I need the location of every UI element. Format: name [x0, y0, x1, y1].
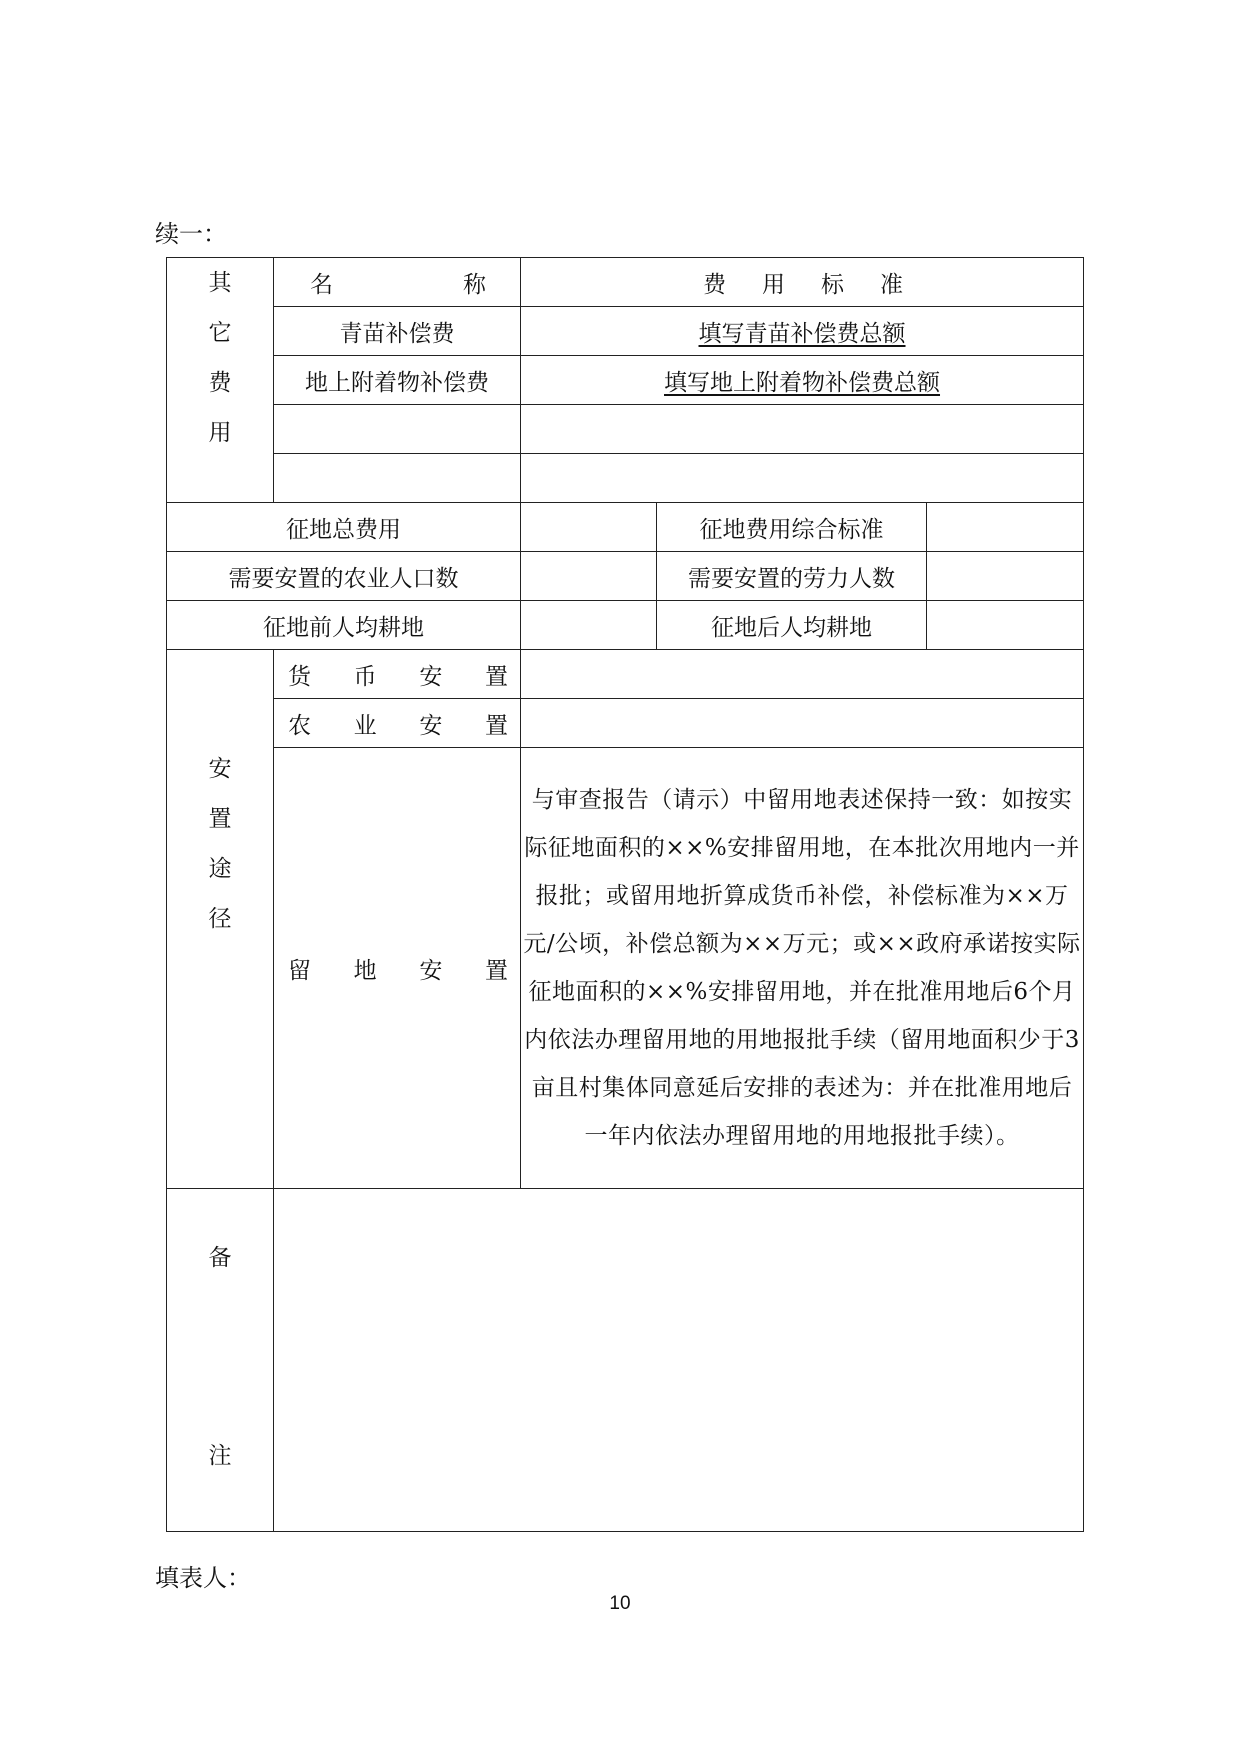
remarks-value[interactable] [274, 1189, 1084, 1532]
agri-resettlement-value[interactable] [521, 699, 1084, 748]
fee-name-cell: 青苗补偿费 [274, 307, 521, 356]
remarks-char-bottom: 注 [208, 1443, 232, 1469]
header-char: 名 [310, 271, 333, 298]
summary-row-farmland [167, 601, 1084, 650]
header-char: 用 [762, 271, 786, 298]
farmland-before-value[interactable] [521, 601, 657, 650]
label-char: 农 [288, 712, 311, 739]
resettlement-reserved-row [167, 748, 1084, 1189]
labor-count-value[interactable] [927, 552, 1084, 601]
fee-standard-cell[interactable] [521, 454, 1084, 503]
header-char: 标 [821, 271, 845, 298]
resettlement-agri-row [167, 699, 1084, 748]
side-char: 置 [208, 806, 232, 832]
label-char: 业 [353, 712, 377, 739]
label-char: 货 [288, 663, 311, 690]
side-char: 用 [208, 420, 232, 446]
side-char: 径 [208, 906, 232, 932]
side-char: 安 [208, 756, 232, 782]
agri-population-label: 需要安置的农业人口数 [167, 552, 521, 601]
label-char: 安 [419, 663, 443, 690]
other-fees-side-label [167, 258, 274, 503]
fee-row-blank [167, 454, 1084, 503]
label-char: 置 [484, 957, 508, 984]
farmland-after-label: 征地后人均耕地 [657, 601, 927, 650]
remarks-row [167, 1189, 1084, 1532]
continuation-label: 续一： [155, 220, 227, 248]
labor-count-label: 需要安置的劳力人数 [657, 552, 927, 601]
label-char: 地 [353, 957, 377, 984]
money-resettlement-label [274, 650, 521, 699]
composite-standard-value[interactable] [927, 503, 1084, 552]
fee-row-blank [167, 405, 1084, 454]
header-char: 准 [880, 271, 904, 298]
remarks-char-top: 备 [208, 1245, 232, 1271]
farmland-before-label: 征地前人均耕地 [167, 601, 521, 650]
label-char: 留 [288, 957, 311, 984]
fee-standard-text: 填写青苗补偿费总额 [698, 320, 906, 347]
resettlement-money-row [167, 650, 1084, 699]
col-header-name [274, 258, 521, 307]
summary-row-total-cost [167, 503, 1084, 552]
fee-name-cell: 地上附着物补偿费 [274, 356, 521, 405]
total-cost-value[interactable] [521, 503, 657, 552]
agri-resettlement-label [274, 699, 521, 748]
side-char: 它 [208, 320, 232, 346]
farmland-after-value[interactable] [927, 601, 1084, 650]
form-filler-label: 填表人： [155, 1564, 251, 1592]
col-header-standard [521, 258, 1084, 307]
money-resettlement-value[interactable] [521, 650, 1084, 699]
fee-name-cell[interactable] [274, 454, 521, 503]
total-cost-label: 征地总费用 [167, 503, 521, 552]
side-char: 途 [208, 856, 232, 882]
fee-standard-text: 填写地上附着物补偿费总额 [664, 369, 941, 396]
label-char: 安 [419, 957, 443, 984]
label-char: 安 [419, 712, 443, 739]
label-char: 币 [353, 663, 377, 690]
side-char: 费 [208, 370, 232, 396]
composite-standard-label: 征地费用综合标准 [657, 503, 927, 552]
label-char: 置 [484, 712, 508, 739]
other-fees-header-row [167, 258, 1084, 307]
header-char: 费 [703, 271, 727, 298]
reserved-land-label [274, 748, 521, 1189]
side-char: 其 [208, 270, 232, 296]
page-number: 10 [609, 1593, 631, 1614]
fee-name-cell[interactable] [274, 405, 521, 454]
summary-row-population [167, 552, 1084, 601]
resettlement-side-label [167, 650, 274, 1189]
label-char: 置 [484, 663, 508, 690]
land-expropriation-form-table [166, 257, 1084, 1532]
header-char: 称 [463, 271, 486, 298]
reserved-land-description[interactable]: 与审查报告（请示）中留用地表述保持一致：如按实际征地面积的××%安排留用地，在本批次用地内一并报批；或留用地折算成货币补偿，补偿标准为××万元/公顷，补偿总额为××万元；或××政府承诺按实际征地面积的××%安排留用地，并在批准用地后6个月内依法办理留用地的用地报批手续（留用地面积少于3亩且村集体同意延后安排的表述为：并在批准用地后一年内依法办理留用地的用地报批手续）。 [521, 748, 1084, 1189]
fee-standard-cell[interactable] [521, 307, 1084, 356]
remarks-label [167, 1189, 274, 1532]
fee-standard-cell[interactable] [521, 356, 1084, 405]
fee-standard-cell[interactable] [521, 405, 1084, 454]
fee-row [167, 356, 1084, 405]
fee-row [167, 307, 1084, 356]
agri-population-value[interactable] [521, 552, 657, 601]
